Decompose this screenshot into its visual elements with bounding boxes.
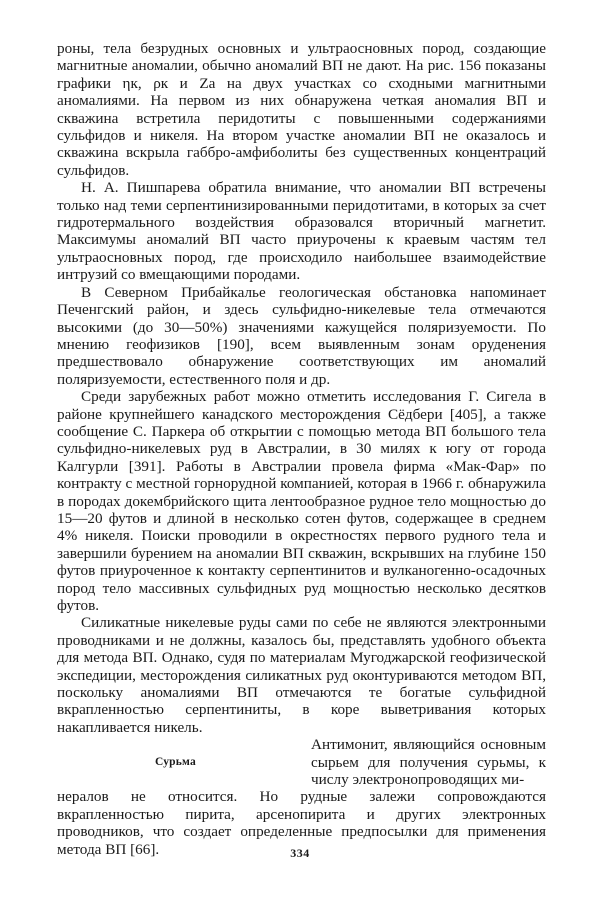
paragraph-pribaikalie: В Северном Прибайкалье геологическая обстановка напоминает Печенгский район, и здесь сульфидно-никелевые тела отмечаются высокими (до 30—50%) значениями кажущейся поляризуемости. По мнению геофизиков [190], всем выявленным зонам оруденения предшествовало обнаружение соответствующих им аномалий поляризуемости, естественного поля и др. [57,283,546,388]
page-number: 334 [290,846,310,860]
paragraph-continuation: роны, тела безрудных основных и ультраосновных пород, создающие магнитные аномалии, обычно аномалий ВП не дают. На рис. 156 показаны графики ηк, ρк и Za на двух участках со сходными магнитными аномалиями. На первом из них обнаружена четкая аномалия ВП и скважина встретила перидотиты с повышенными содержаниями сульфидов и никеля. На втором участке аномалии ВП не оказалось и скважина вскрыла габбро-амфиболиты без существенных концентраций сульфидов. [57,40,546,179]
paragraph-silicate-ores: Силикатные никелевые руды сами по себе не являются электронными проводниками и не должны, казалось бы, представлять удобного объекта для метода ВП. Однако, судя по материалам Мугоджарской геофизической экспедиции, месторождения силикатных руд оконтуриваются методом ВП, поскольку аномалиями ВП отмечаются те богатые сульфидной вкрапленностью серпентиниты, в коре выветривания которых накапливается никель. [57,614,546,736]
section-heading: Сурьма [155,756,196,769]
paragraph-foreign-works: Среди зарубежных работ можно отметить исследования Г. Сигела в районе крупнейшего канадского месторождения Сёдбери [405], а также сообщение С. Паркера об открытии с помощью метода ВП большого тела сульфидно-никелевых руд в Австралии, в 30 милях к югу от города Калгурли [391]. Работы в Австралии провела фирма «Мак-Фар» по контракту с местной горнорудной компанией, которая в 1966 г. обнаружила в породах докембрийского щита лентообразное рудное тело мощностью до 15—20 футов и длиной в несколько сотен футов, содержащее в среднем 4% никеля. Поиски проводили в окрестностях первого рудного тела и завершили бурением на аномалии ВП скважин, вскрывших на глубине 150 футов приуроченное к контакту серпентинитов и вулканогенно-осадочных пород тело массивных сульфидных руд мощностью несколько десятков футов. [57,388,546,614]
section-continuation: нералов не относится. Но рудные залежи сопровождаются вкрапленностью пирита, арсенопирита и других электронных проводников, что создает определенные предпосылки для применения метода ВП [66]. [57,788,546,858]
page-body [57,40,546,858]
paragraph-pishpareva: Н. А. Пишпарева обратила внимание, что аномалии ВП встречены только над теми серпентинизированными перидотитами, в которых за счет гидротермального воздействия образовался вторичный магнетит. Максимумы аномалий ВП часто приурочены к краевым частям тел ультраосновных пород, где происходило наибольшее взаимодействие интрузий со вмещающими породами. [57,179,546,284]
section-side-text: Антимонит, являющийся основным сырьем для получения сурьмы, к числу электронопроводящих ми- [311,736,546,789]
antimony-section [57,736,546,788]
